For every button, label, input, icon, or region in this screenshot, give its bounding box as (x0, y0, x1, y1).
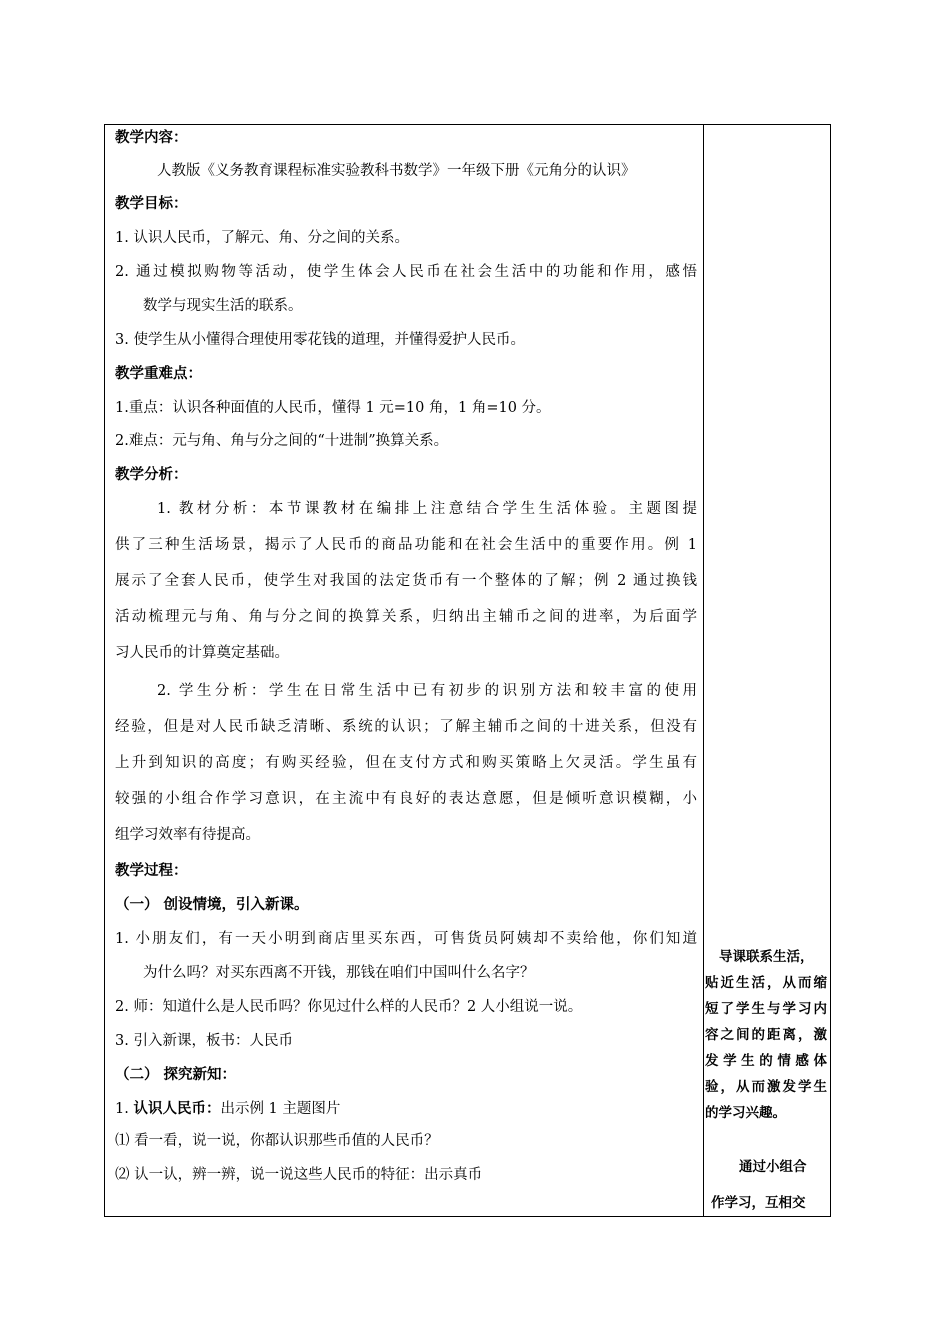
section2-item: ⑵ 认一认，辨一辨，说一说这些人民币的特征：出示真币 (115, 1167, 483, 1183)
section1-item: 1. 小朋友们，有一天小明到商店里买东西，可售货员阿姨却不卖给他，你们知道 (115, 931, 697, 947)
analysis-line: 活动梳理元与角、角与分之间的换算关系，归纳出主辅币之间的进率，为后面学 (115, 609, 697, 625)
section2-item: ⑴ 看一看，说一说，你都认识那些币值的人民币？ (115, 1133, 439, 1149)
goal-item: 3. 使学生从小懂得合理使用零花钱的道理，并懂得爱护人民币。 (115, 332, 525, 348)
process-heading: 教学过程： (115, 862, 188, 879)
column-divider (703, 125, 704, 1216)
side-note-line: 作学习，互相交 (711, 1195, 806, 1211)
analysis-line: 2. 学生分析：学生在日常生活中已有初步的识别方法和较丰富的使用 (157, 683, 697, 699)
side-note-line: 短了学生与学习内 (705, 1001, 827, 1017)
analysis-line: 1. 教材分析：本节课教材在编排上注意结合学生生活体验。主题图提 (157, 501, 697, 517)
analysis-line: 经验，但是对人民币缺乏清晰、系统的认识；了解主辅币之间的十进关系，但没有 (115, 719, 697, 735)
side-note-line: 验，从而激发学生 (705, 1079, 827, 1095)
section2-title: （二） 探究新知： (115, 1066, 237, 1083)
side-note-line: 发学生的情感体 (705, 1053, 827, 1069)
section2-item-rest: 出示例 1 主题图片 (220, 1101, 341, 1117)
section2-item (115, 1099, 340, 1119)
side-note-line: 导课联系生活， (719, 949, 814, 965)
section1-item: 为什么吗？对买东西离不开钱，那钱在咱们中国叫什么名字？ (143, 965, 535, 981)
section2-item-bold: 认识人民币： (133, 1100, 221, 1117)
difficulty-item: 2.难点：元与角、角与分之间的“十进制”换算关系。 (115, 433, 449, 449)
goals-heading: 教学目标： (115, 195, 188, 212)
section1-item: 3. 引入新课，板书：人民币 (115, 1033, 293, 1049)
section2-item-number: 1. (115, 1101, 134, 1117)
section1-item: 2. 师：知道什么是人民币吗？你见过什么样的人民币？2 人小组说一说。 (115, 999, 583, 1015)
side-note-line: 的学习兴趣。 (705, 1105, 786, 1121)
difficulty-heading: 教学重难点： (115, 365, 202, 382)
side-note-line: 容之间的距离，激 (705, 1027, 827, 1043)
content-text: 人教版《义务教育课程标准实验教科书数学》一年级下册《元角分的认识》 (157, 163, 636, 179)
goal-item: 2. 通过模拟购物等活动，使学生体会人民币在社会生活中的功能和作用，感悟 (115, 264, 697, 280)
analysis-line: 习人民币的计算奠定基础。 (115, 645, 289, 661)
lesson-plan-table (104, 124, 831, 1217)
analysis-line: 上升到知识的高度；有购买经验，但在支付方式和购买策略上欠灵活。学生虽有 (115, 755, 697, 771)
difficulty-item: 1.重点：认识各种面值的人民币，懂得 1 元=10 角，1 角=10 分。 (115, 400, 551, 416)
goal-item: 数学与现实生活的联系。 (143, 298, 303, 314)
analysis-heading: 教学分析： (115, 466, 188, 483)
section1-title: （一） 创设情境，引入新课。 (115, 896, 309, 913)
analysis-line: 较强的小组合作学习意识，在主流中有良好的表达意愿，但是倾听意识模糊，小 (115, 791, 697, 807)
side-note-line: 贴近生活，从而缩 (705, 975, 827, 991)
analysis-line: 展示了全套人民币，使学生对我国的法定货币有一个整体的了解；例 2 通过换钱 (115, 573, 697, 589)
goal-item: 1. 认识人民币，了解元、角、分之间的关系。 (115, 230, 409, 246)
analysis-line: 供了三种生活场景，揭示了人民币的商品功能和在社会生活中的重要作用。例 1 (115, 537, 697, 553)
content-heading: 教学内容： (115, 129, 188, 146)
analysis-line: 组学习效率有待提高。 (115, 827, 260, 843)
side-note-line: 通过小组合 (739, 1159, 807, 1175)
